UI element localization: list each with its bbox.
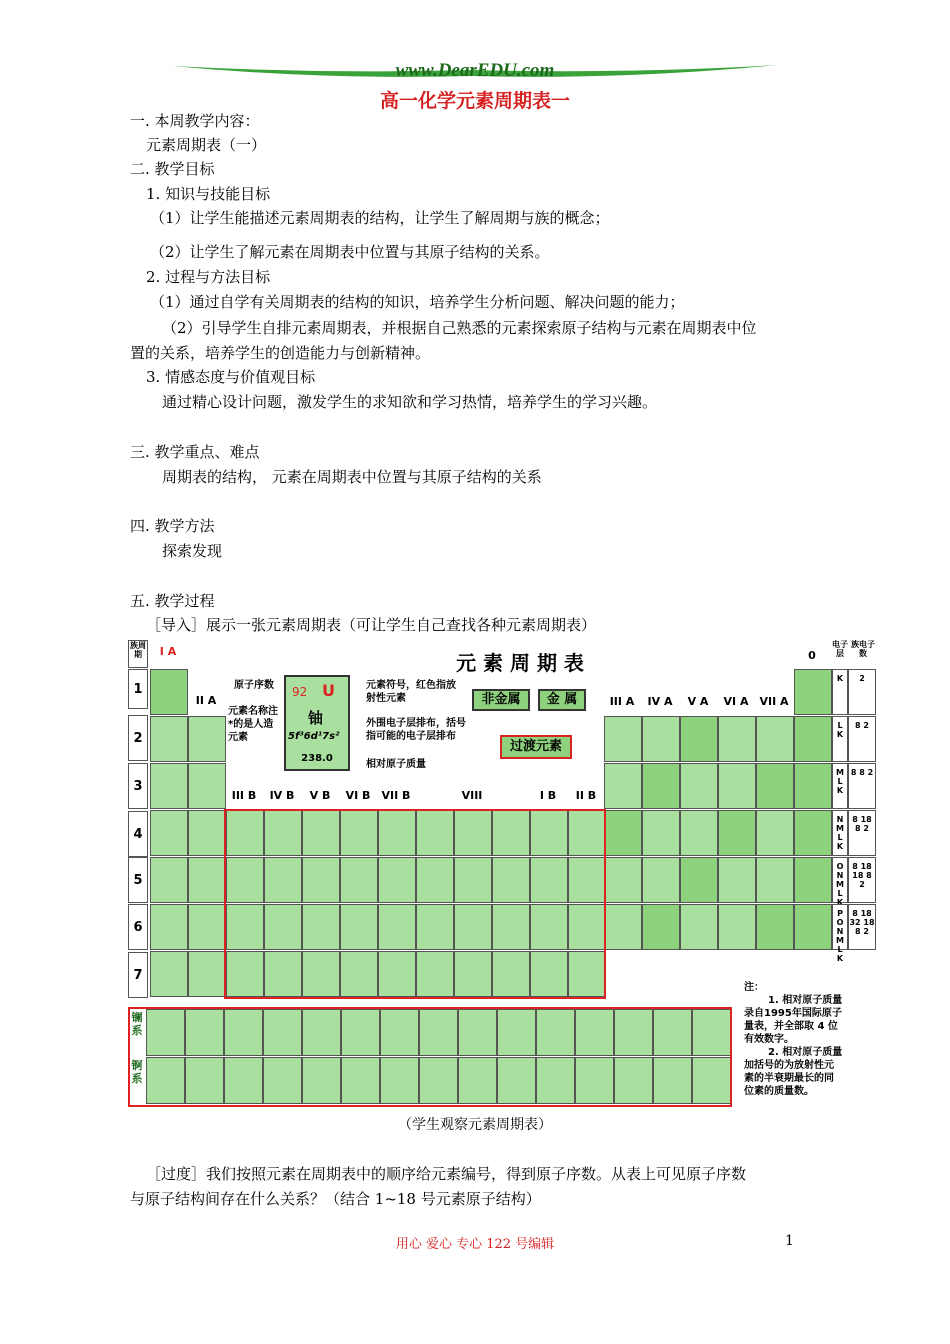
body-text: 通过精心设计问题，激发学生的求知欲和学习热情，培养学生的学习兴趣。: [162, 393, 658, 411]
electron-count-column: 8 8 2: [848, 763, 876, 809]
electron-count-column: 8 18 8 2: [848, 810, 876, 856]
element-cell: [718, 857, 756, 903]
period-label: 1: [128, 669, 148, 709]
element-cell: [604, 857, 642, 903]
body-text: 探索发现: [162, 542, 223, 560]
element-cell: [188, 716, 226, 762]
group-header-2b: II B: [575, 789, 597, 802]
section-heading: 三. 教学重点、难点: [130, 443, 260, 461]
group-header-6a: VI A: [723, 695, 749, 708]
electron-count-header: 族电子数: [851, 640, 875, 658]
element-cell: [756, 716, 794, 762]
element-cell: [794, 669, 832, 715]
element-cell: [150, 904, 188, 950]
legend-number: 92: [292, 685, 308, 699]
page-number: 1: [785, 1233, 794, 1249]
element-cell: [150, 810, 188, 856]
group-header-3b: III B: [231, 789, 257, 802]
site-banner: [172, 60, 778, 82]
table-notes: 注： 1. 相对原子质量 录自1995年国际原子 量表，并全部取 4 位 有效数字。 2. 相对原子质量 加括号的为放射性元 素的半衰期最长的同 位素的质量数。: [744, 982, 843, 1097]
period-label: 2: [128, 715, 148, 761]
section-heading: 二. 教学目标: [130, 160, 215, 178]
shell-header: 电子层: [832, 640, 848, 658]
element-cell: [794, 904, 832, 950]
period-label: 5: [128, 857, 148, 903]
element-cell: [150, 857, 188, 903]
actinide-label: 锕系: [131, 1059, 143, 1085]
element-cell: [642, 810, 680, 856]
element-cell: [150, 669, 188, 715]
corner-label: 族周期: [128, 640, 148, 668]
legend-symbol: U: [322, 681, 335, 700]
element-cell: [794, 716, 832, 762]
body-text: 周期表的结构， 元素在周期表中位置与其原子结构的关系: [162, 468, 542, 486]
legend-label-config: 外围电子层排布，括号指可能的电子层排布: [366, 718, 466, 742]
period-label: 6: [128, 904, 148, 950]
group-header-5a: V A: [687, 695, 709, 708]
metal-key: 金 属: [538, 689, 586, 711]
element-cell: [642, 716, 680, 762]
table-title: 元 素 周 期 表: [456, 651, 584, 675]
element-cell: [794, 857, 832, 903]
element-cell: [718, 904, 756, 950]
element-cell: [642, 857, 680, 903]
element-cell: [642, 904, 680, 950]
legend-sample-cell: [284, 675, 350, 771]
legend-name: 铀: [308, 709, 324, 727]
subheading: 2. 过程与方法目标: [146, 268, 271, 286]
legend-config: 5f³6d¹7s²: [288, 731, 340, 742]
body-text: ［过度］我们按照元素在周期表中的顺序给元素编号，得到原子序数。从表上可见原子序数: [146, 1165, 747, 1183]
electron-count-column: 8 18 18 8 2: [848, 857, 876, 903]
element-cell: [794, 810, 832, 856]
group-header-3a: III A: [609, 695, 635, 708]
element-cell: [680, 716, 718, 762]
legend-label-mass: 相对原子质量: [366, 759, 426, 770]
element-cell: [188, 810, 226, 856]
section-heading: 一. 本周教学内容：: [130, 112, 260, 130]
period-label: 3: [128, 763, 148, 809]
period-label: 4: [128, 811, 148, 857]
body-text: 与原子结构间存在什么关系？（结合 1~18 号元素原子结构）: [130, 1190, 541, 1208]
body-text: （2）引导学生自排元素周期表，并根据自己熟悉的元素探索原子结构与元素在周期表中位: [162, 319, 757, 337]
body-text: 元素周期表（一）: [146, 136, 267, 154]
element-cell: [150, 716, 188, 762]
group-header-5b: V B: [309, 789, 331, 802]
group-header-7b: VII B: [381, 789, 411, 802]
legend-label-symbol: 元素符号，红色指放射性元素: [366, 680, 456, 704]
footer-text: 用心 爱心 专心 122 号编辑: [395, 1237, 555, 1252]
transition-block-outline: [224, 809, 606, 999]
subheading: 3. 情感态度与价值观目标: [146, 368, 316, 386]
element-cell: [150, 763, 188, 809]
element-cell: [642, 763, 680, 809]
legend-label-name: 元素名称注*的是人造元素: [228, 706, 278, 743]
shell-column: L K: [832, 716, 848, 762]
shell-column: K: [832, 669, 848, 715]
element-cell: [680, 904, 718, 950]
element-cell: [718, 810, 756, 856]
shell-column: O N M L K: [832, 857, 848, 903]
element-cell: [150, 951, 188, 997]
element-cell: [680, 810, 718, 856]
subheading: 1. 知识与技能目标: [146, 185, 271, 203]
element-cell: [188, 951, 226, 997]
element-cell: [718, 763, 756, 809]
element-cell: [680, 857, 718, 903]
group-header-4a: IV A: [647, 695, 673, 708]
element-cell: [188, 857, 226, 903]
body-text: （1）让学生能描述元素周期表的结构，让学生了解周期与族的概念；: [150, 209, 610, 227]
shell-column: M L K: [832, 763, 848, 809]
element-cell: [188, 763, 226, 809]
element-cell: [680, 763, 718, 809]
electron-count-column: 8 18 32 18 8 2: [848, 904, 876, 950]
group-header-8: VIII: [461, 789, 483, 802]
group-header-4b: IV B: [269, 789, 295, 802]
transition-key: 过渡元素: [500, 735, 572, 759]
group-header-1a: I A: [159, 645, 177, 658]
group-header-7a: VII A: [759, 695, 789, 708]
element-cell: [188, 904, 226, 950]
legend-label-number: 原子序数: [234, 680, 274, 691]
shell-column: P O N M L K: [832, 904, 848, 950]
section-heading: 五. 教学过程: [130, 592, 215, 610]
shell-column: N M L K: [832, 810, 848, 856]
legend-mass: 238.0: [301, 753, 333, 764]
site-url: www.DearEDU.com: [395, 60, 555, 81]
group-header-0: 0: [808, 649, 816, 662]
lanthanide-label: 镧系: [131, 1011, 143, 1037]
figure-caption: （学生观察元素周期表）: [398, 1117, 552, 1133]
element-cell: [756, 904, 794, 950]
element-cell: [604, 763, 642, 809]
element-cell: [756, 857, 794, 903]
body-text: （2）让学生了解元素在周期表中位置与其原子结构的关系。: [150, 243, 550, 261]
element-cell: [756, 810, 794, 856]
document-title: 高一化学元素周期表一: [379, 90, 570, 112]
element-cell: [604, 810, 642, 856]
element-cell: [604, 716, 642, 762]
body-text: ［导入］展示一张元素周期表（可让学生自己查找各种元素周期表）: [146, 616, 597, 634]
nonmetal-key: 非金属: [472, 689, 530, 711]
element-cell: [794, 763, 832, 809]
body-text: （1）通过自学有关周期表的结构的知识，培养学生分析问题、解决问题的能力；: [150, 293, 685, 311]
periodic-table-image: [128, 637, 880, 1109]
section-heading: 四. 教学方法: [130, 517, 215, 535]
lanthanide-actinide-outline: [128, 1007, 732, 1107]
body-text: 置的关系，培养学生的创造能力与创新精神。: [130, 344, 431, 362]
electron-count-column: 8 2: [848, 716, 876, 762]
group-header-6b: VI B: [345, 789, 371, 802]
electron-count-column: 2: [848, 669, 876, 715]
element-cell: [604, 904, 642, 950]
period-label: 7: [128, 952, 148, 998]
element-cell: [756, 763, 794, 809]
group-header-2a: II A: [195, 694, 217, 707]
element-cell: [718, 716, 756, 762]
group-header-1b: I B: [539, 789, 557, 802]
